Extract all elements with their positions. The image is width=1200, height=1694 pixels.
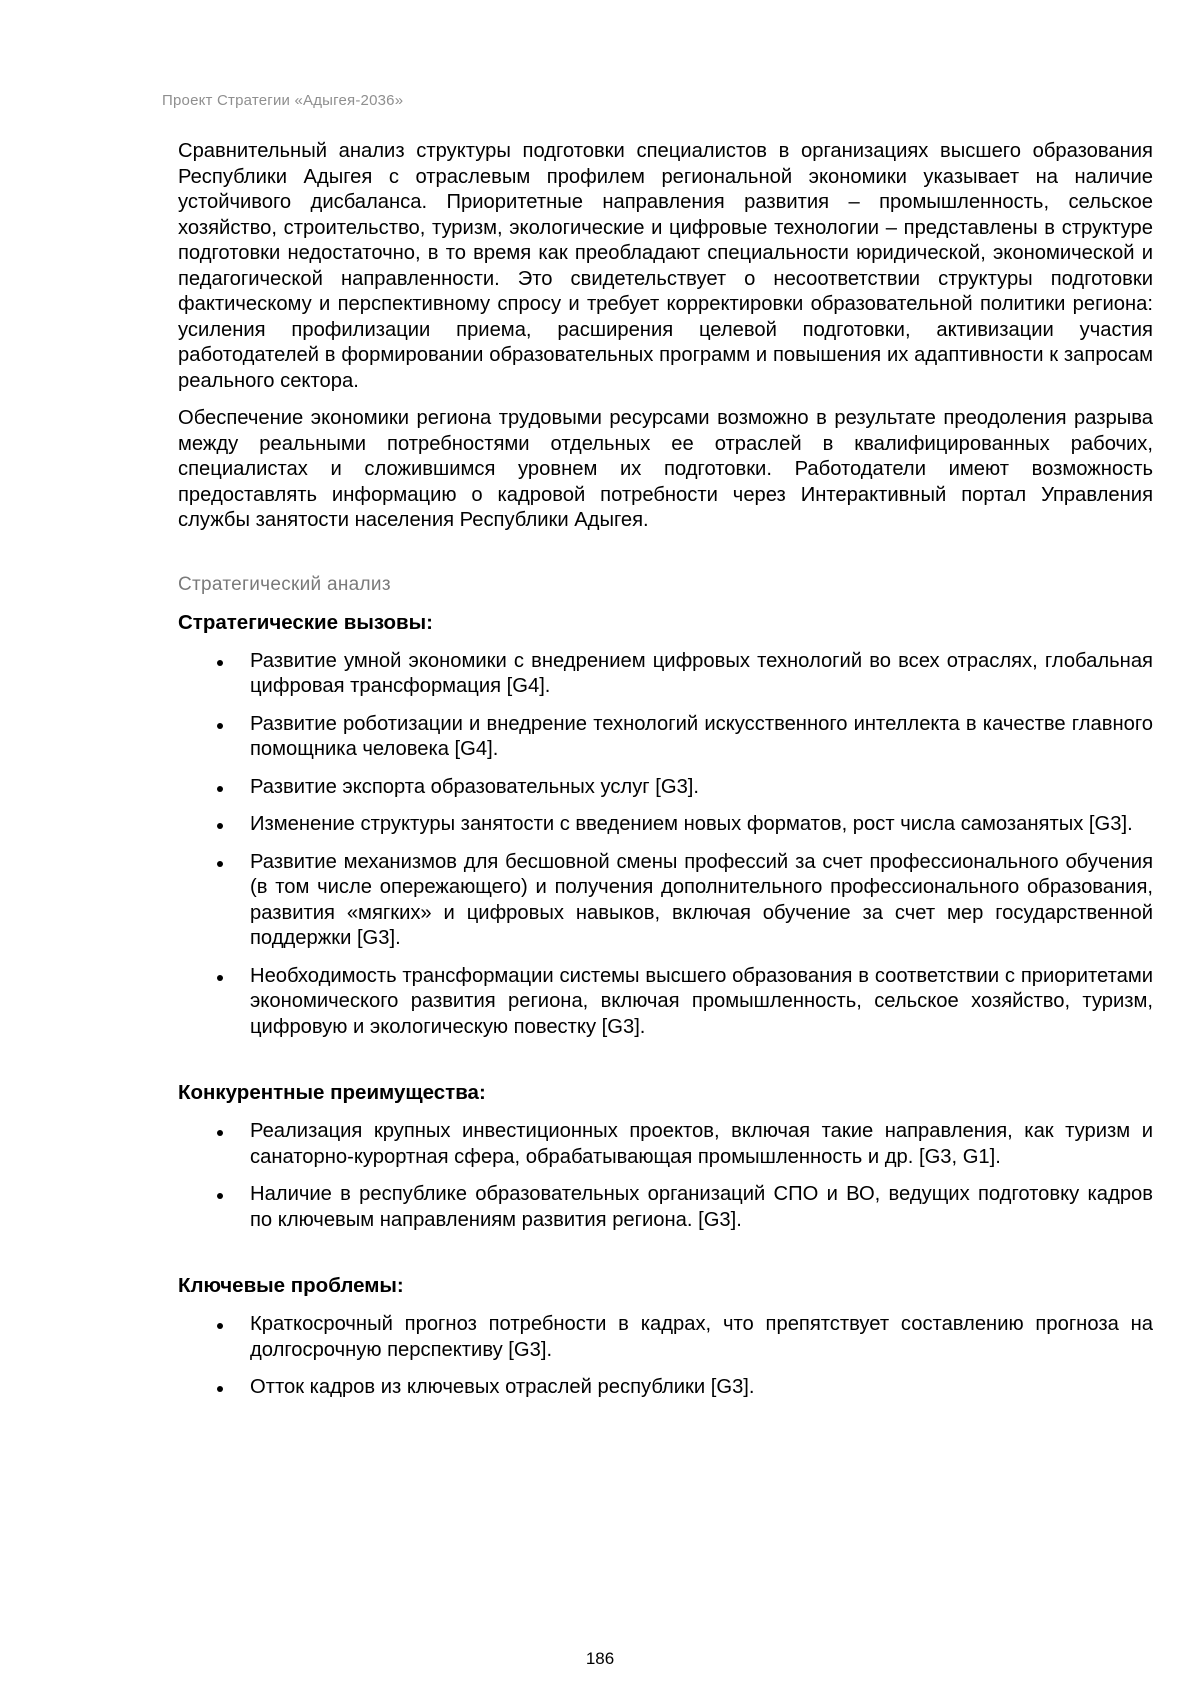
document-body bbox=[178, 139, 1153, 1413]
list-item-text: Наличие в республике образовательных организаций СПО и ВО, ведущих подготовку кадров по ключевым направлениям развития региона. [G3]. bbox=[250, 1183, 1153, 1231]
list-item-text: Отток кадров из ключевых отраслей республики [G3]. bbox=[250, 1376, 755, 1398]
list-item bbox=[178, 1375, 1153, 1401]
list-item bbox=[178, 649, 1153, 700]
bullet-icon bbox=[217, 723, 223, 729]
bullet-icon bbox=[217, 1130, 223, 1136]
list-item bbox=[178, 812, 1153, 838]
list-item-text: Краткосрочный прогноз потребности в кадрах, что препятствует составлению прогноза на долгосрочную перспективу [G3]. bbox=[250, 1313, 1153, 1361]
list-item bbox=[178, 775, 1153, 801]
bullet-icon bbox=[217, 786, 223, 792]
problems-heading: Ключевые проблемы: bbox=[178, 1274, 404, 1297]
problems-list bbox=[178, 1312, 1153, 1401]
bullet-icon bbox=[217, 975, 223, 981]
bullet-icon bbox=[217, 660, 223, 666]
list-item bbox=[178, 850, 1153, 952]
list-item-text: Реализация крупных инвестиционных проектов, включая такие направления, как туризм и санаторно-курортная сфера, обрабатывающая промышленность и др. [G3, G1]. bbox=[250, 1120, 1153, 1168]
list-item bbox=[178, 712, 1153, 763]
bullet-icon bbox=[217, 823, 223, 829]
list-item-text: Изменение структуры занятости с введением новых форматов, рост числа самозанятых [G3]. bbox=[250, 813, 1133, 835]
list-item-text: Развитие механизмов для бесшовной смены профессий за счет профессионального обучения (в том числе опережающего) и получения дополнительного профессионального образования, развития «мягких» и цифровых навыков, включая обучение за счет мер государственной поддержки [G3]. bbox=[250, 850, 1153, 949]
challenges-heading: Стратегические вызовы: bbox=[178, 610, 433, 634]
list-item-text: Развитие роботизации и внедрение технологий искусственного интеллекта в качестве главного помощника человека [G4]. bbox=[250, 712, 1153, 760]
list-item-text: Развитие экспорта образовательных услуг [G3]. bbox=[250, 775, 700, 798]
list-item bbox=[178, 964, 1153, 1041]
list-item bbox=[178, 1312, 1153, 1363]
list-item-text: Необходимость трансформации системы высшего образования в соответствии с приоритетами экономического развития региона, включая промышленность, сельское хозяйство, туризм, цифровую и экологическую повестку [G3]. bbox=[250, 964, 1153, 1038]
list-item bbox=[178, 1119, 1153, 1170]
list-item-text: Развитие умной экономики с внедрением цифровых технологий во всех отраслях, глобальная цифровая трансформация [G4]. bbox=[250, 649, 1153, 697]
list-item bbox=[178, 1182, 1153, 1233]
bullet-icon bbox=[217, 1386, 223, 1392]
advantages-heading: Конкурентные преимущества: bbox=[178, 1081, 486, 1104]
paragraph: Обеспечение экономики региона трудовыми ресурсами возможно в результате преодоления разрыва между реальными потребностями отдельных ее отраслей в квалифицированных рабочих, специалистах и сложившимся уровнем их подготовки. Работодатели имеют возможность предоставлять информацию о кадровой потребности через Интерактивный портал Управления службы занятости населения Республики Адыгея. bbox=[178, 407, 1153, 531]
page-header: Проект Стратегии «Адыгея-2036» bbox=[162, 92, 404, 109]
page-number: 186 bbox=[585, 1649, 615, 1668]
paragraph: Сравнительный анализ структуры подготовки специалистов в организациях высшего образования Республики Адыгея с отраслевым профилем региональной экономики указывает на наличие устойчивого дисбаланса. Приоритетные направления развития – промышленность, сельское хозяйство, строительство, туризм, экологические и цифровые технологии – представлены в структуре подготовки недостаточно, в то время как преобладают специальности юридической, экономической и педагогической направленности. Это свидетельствует о несоответствии структуры подготовки фактическому и перспективному спросу и требует корректировки образовательной политики региона: усиления профилизации приема, расширения целевой подготовки, активизации участия работодателей в формировании образовательных программ и повышения их адаптивности к запросам реального сектора. bbox=[178, 140, 1153, 392]
bullet-icon bbox=[217, 1323, 223, 1329]
bullet-icon bbox=[217, 861, 223, 867]
challenges-list bbox=[178, 649, 1153, 1041]
section-title: Стратегический анализ bbox=[178, 573, 391, 595]
advantages-list bbox=[178, 1119, 1153, 1233]
bullet-icon bbox=[217, 1193, 223, 1199]
